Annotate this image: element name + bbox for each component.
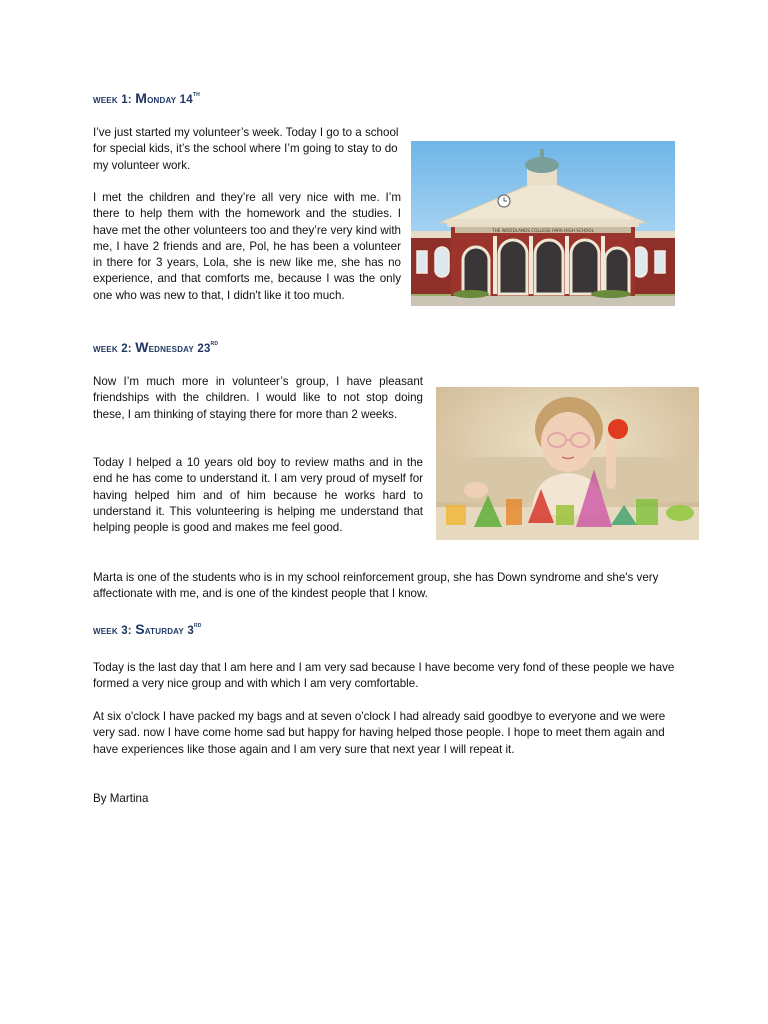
school-building-photo [411, 141, 675, 306]
child-with-shapes-photo [436, 387, 699, 540]
week-1-heading: week 1: Monday 14th [93, 90, 200, 106]
week-2-paragraph-2: Today I helped a 10 years old boy to review maths and in the end he has come to understand it. I am very proud of myself for having helped him and of him because he works hard to understand it. This volunteering is helping me understand that helping people is good and makes me feel good. [93, 456, 423, 535]
week-3-paragraph-2: At six o'clock I have packed my bags and at seven o'clock I had already said goodbye to everyone and we were very sad. now I have come home sad but happy for having helped those people. I hope to meet them again and have experiences like those again and I am very sure that next year I will repeat it. [93, 710, 666, 756]
signature: By Martina [93, 792, 149, 805]
week-2-heading: week 2: Wednesday 23rd [93, 339, 219, 355]
week-3-heading: week 3: Saturday 3rd [93, 621, 202, 637]
week-1-paragraph-2: I met the children and they’re all very nice with me. I’m there to help them with the homework and the studies. I have met the other volunteers too and they’re very kind with me, I have 2 friends and are, Pol, he has been a volunteer in there for 3 years, Lola, she is new like me, she has no experience, and that comforts me, because I was the only one who was new to that, I didn't like it too much. [93, 191, 401, 302]
week-2-paragraph-1: Now I’m much more in volunteer’s group, I have pleasant friendships with the children. I would like to not stop doing these, I am thinking of staying there for more than 2 weeks. [93, 375, 423, 421]
week-2-paragraph-3: Marta is one of the students who is in my school reinforcement group, she has Down syndrome and she's very affectionate with me, and is one of the kindest people that I know. [93, 571, 659, 601]
school-sign-text: THE WOODLANDS COLLEGE PARK HIGH SCHOOL [492, 228, 594, 233]
week-1-paragraph-1: I’ve just started my volunteer’s week. Today I go to a school for special kids, it’s the school where I’m going to stay to do my volunteer work. [93, 126, 399, 172]
week-3-paragraph-1: Today is the last day that I am here and I am very sad because I have become very fond of these people we have formed a very nice group and with which I am very comfortable. [93, 661, 675, 691]
